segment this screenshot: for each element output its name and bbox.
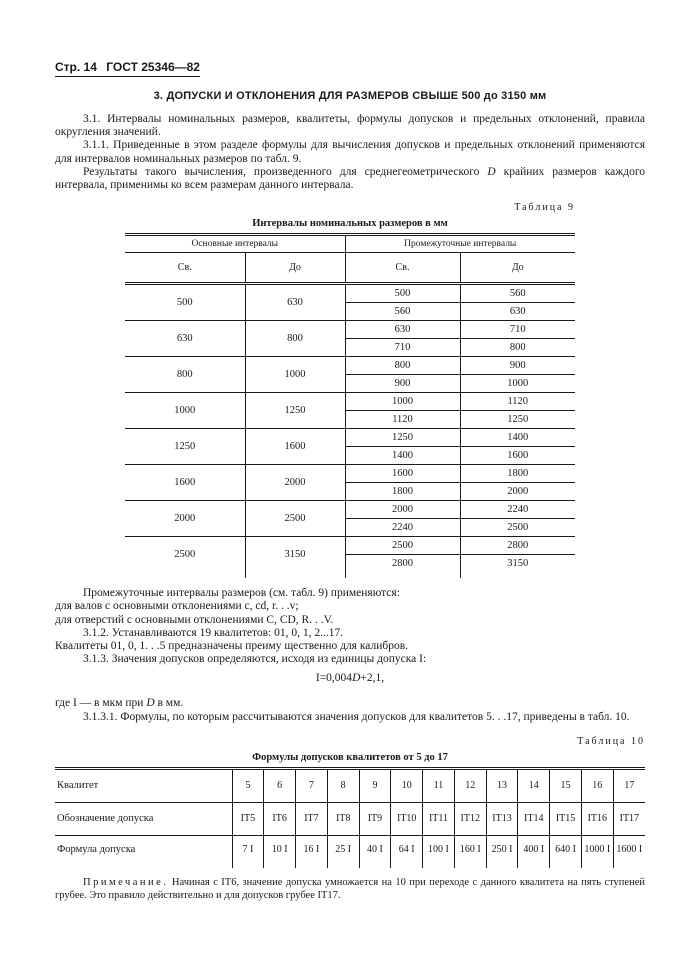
table10-value-cell: 25 I [327,835,359,863]
table10-value-cell: IT6 [264,802,296,835]
table9-main-from: 2000 [125,501,245,537]
paragraph-results [55,166,645,192]
table9-body [125,284,575,579]
table9-row [125,321,575,339]
table9-main-to: 2000 [245,465,345,501]
table10-row [55,802,645,835]
table10-rule-end [486,863,518,868]
table10-value-cell: 400 I [518,835,550,863]
table10-value-cell: IT7 [296,802,328,835]
table10-value-cell: 40 I [359,835,391,863]
paragraph-3-1-3-1: 3.1.3.1. Формулы, по которым рассчитываются значения допусков для квалитетов 5. . .17, приведены в табл. 10. [83,710,630,723]
table9-block [125,202,575,578]
table10-rule-end [264,863,296,868]
table9-sub-from: 1800 [345,483,460,501]
table9-title: Интервалы номинальных размеров в мм [252,218,448,230]
paragraph-results-text: Результаты такого вычисления, произведенного для среднегеометрического [83,165,488,178]
table9-main-to: 630 [245,284,345,321]
table10-rule-end [550,863,582,868]
table10-value-cell: IT16 [581,802,613,835]
table9-row [125,537,575,555]
table9-sub-from: 560 [345,303,460,321]
table10-value-cell: IT10 [391,802,423,835]
table9-sub-to: 3150 [507,558,529,570]
table9-sub-from: 1600 [345,465,460,483]
table9-row [125,465,575,483]
table10-value-cell: 9 [359,768,391,802]
table10-value-cell: 16 [581,768,613,802]
running-head [55,60,200,77]
table10-value-cell: 250 I [486,835,518,863]
line-holes: для отверстий с основными отклонениями C, CD, R. . .V. [55,613,334,626]
table9-row [125,393,575,411]
tolerance-unit-formula [55,672,645,684]
table9-main-to: 1250 [245,393,345,429]
table9-sub-to: 1600 [507,450,529,462]
table9-sub-from: 500 [345,284,460,303]
table10-value-cell: 1000 I [581,835,613,863]
formula-variable-D: D [352,672,361,685]
paragraph-3-1-3: 3.1.3. Значения допусков определяются, исходя из единицы допуска I: [83,653,427,666]
table9-sub-to: 2800 [460,537,575,555]
table9-subheader-row [125,253,575,284]
line-shafts: для валов с основными отклонениями c, cd, r. . .v; [55,600,299,613]
table9-main-from: 1600 [125,465,245,501]
table9-rule-end [125,572,245,578]
table9-label: Таблица 9 [514,202,575,214]
table9-main-from: 800 [125,357,245,393]
table9-sub-to: 710 [460,321,575,339]
table9-sub-to: 2000 [507,486,529,498]
table9-main-from: 500 [125,284,245,321]
table9-sub-from: 1000 [345,393,460,411]
table10-title: Формулы допусков квалитетов от 5 до 17 [252,751,448,763]
table9-group-intermediate-intervals: Промежуточные интервалы [345,235,575,253]
table9-rule-end [345,572,460,578]
table10-value-cell: 7 I [232,835,264,863]
table10-value-cell: 64 I [391,835,423,863]
table9-sub-to: 560 [460,284,575,303]
page-number-label: Стр. 14 [55,60,97,74]
table9-row [125,501,575,519]
table10-rule-end [296,863,328,868]
table9-header-to-2: До [460,253,575,284]
table9-sub-from: 900 [345,375,460,393]
table10-value-cell: 5 [232,768,264,802]
paragraph-3-1: 3.1. Интервалы номинальных размеров, квалитеты, формулы допусков и предельных отклонений, правила округления значений. [55,113,645,139]
formula-where-line [55,697,645,710]
table9-main-to: 2500 [245,501,345,537]
table10-value-cell: IT5 [232,802,264,835]
page-header [55,58,645,77]
table10-body [55,768,645,868]
table10-value-cell: 16 I [296,835,328,863]
table10-rule-end [581,863,613,868]
table10-row-label: Квалитет [55,768,232,802]
table10-row [55,835,645,863]
table9-sub-to: 1000 [507,378,529,390]
table10-value-cell: IT11 [423,802,455,835]
table9-sub-from: 1400 [345,447,460,465]
footnote [55,876,645,902]
paragraph-results-text-2: крайних размеров каждого интервала, применимы ко всем размерам данного интервала. [55,165,645,192]
table9-header-over-2: Св. [345,253,460,284]
table9-sub-to: 800 [509,342,526,354]
where-text: где I — в мкм при [55,697,147,710]
formula-text-2: +2,1, [360,672,385,685]
table9-rule-end [245,572,345,578]
table10-value-cell: IT12 [454,802,486,835]
table10-rule-end [423,863,455,868]
table10-value-cell: 10 I [264,835,296,863]
table10-value-cell: IT13 [486,802,518,835]
table10-row-label: Формула допуска [55,835,232,863]
table9-row [125,357,575,375]
table10-rule-end [518,863,550,868]
table10-value-cell: 11 [423,768,455,802]
table10-rule-end [391,863,423,868]
table10-value-cell: IT17 [613,802,645,835]
table10-value-cell: IT14 [518,802,550,835]
table10-rule-end [55,863,232,868]
table9-main-from: 1250 [125,429,245,465]
table10-rule-end [613,863,645,868]
table10-value-cell: 12 [454,768,486,802]
table10-value-cell: 640 I [550,835,582,863]
table10-value-cell: 15 [550,768,582,802]
table9-sub-from: 1250 [345,429,460,447]
table9-main-from: 2500 [125,537,245,573]
table9-main-from: 630 [125,321,245,357]
standard-number: ГОСТ 25346—82 [106,60,200,74]
footnote-text: Начиная с IT6, значение допуска умножается на 10 при переходе с данного квалитета на пять ступеней грубее. Это правило действительно и для допусков грубее IT17. [55,876,645,901]
table9-main-to: 1600 [245,429,345,465]
table10-value-cell: IT15 [550,802,582,835]
table10-rule-end [359,863,391,868]
table9-sub-from: 2240 [345,519,460,537]
paragraph-intermediate: Промежуточные интервалы размеров (см. табл. 9) применяются: [83,587,400,600]
table10-value-cell: 8 [327,768,359,802]
table9-group-header-row [125,235,575,253]
table9-header-to-1: До [245,253,345,284]
table9-sub-from: 800 [345,357,460,375]
table9-main-from: 1000 [125,393,245,429]
table10-hanging-rules-row [55,863,645,868]
table10-label: Таблица 10 [577,735,645,747]
table9-sub-to: 1400 [460,429,575,447]
table10-value-cell: 17 [613,768,645,802]
table9-sub-from: 630 [345,321,460,339]
table10-rule-end [327,863,359,868]
table9-sub-from: 2000 [345,501,460,519]
table9-hanging-rules-row [125,572,575,578]
table9-section [55,202,645,578]
line-kvalitety: Квалитеты 01, 0, 1. . .5 предназначены преиму щественно для калибров. [55,640,409,653]
table9-group-main-intervals: Основные интервалы [125,235,345,253]
formula-text: I=0,004 [315,672,353,685]
table9-sub-to: 1250 [507,414,529,426]
table10-value-cell: 14 [518,768,550,802]
table10 [55,767,645,868]
where-text-2: в мм. [154,697,184,710]
table9-main-to: 3150 [245,537,345,573]
table10-value-cell: 6 [264,768,296,802]
table10-value-cell: 10 [391,768,423,802]
table9-row [125,284,575,303]
table10-value-cell: 7 [296,768,328,802]
where-variable-D: D [146,697,155,710]
table10-rule-end [232,863,264,868]
section-title: 3. ДОПУСКИ И ОТКЛОНЕНИЯ ДЛЯ РАЗМЕРОВ СВЫШЕ 500 до 3150 мм [153,90,547,102]
table10-value-cell: 160 I [454,835,486,863]
table9-main-to: 800 [245,321,345,357]
table9-rule-end [460,572,575,578]
table9-main-to: 1000 [245,357,345,393]
variable-D: D [487,165,496,178]
table10-value-cell: 13 [486,768,518,802]
table9-sub-from: 710 [345,339,460,357]
table10-rule-end [454,863,486,868]
paragraph-3-1-1: 3.1.1. Приведенные в этом разделе формулы для вычисления допусков и предельных отклонений применяются для интервалов номинальных размеров по табл. 9. [55,139,645,165]
table10-value-cell: IT8 [327,802,359,835]
table9-sub-to: 630 [509,306,526,318]
table9-sub-from: 2500 [345,537,460,555]
table9-sub-to: 1120 [460,393,575,411]
table9-sub-to: 2240 [460,501,575,519]
table10-value-cell: 1600 I [616,843,643,855]
table10-value-cell: 100 I [423,835,455,863]
table9-row [125,429,575,447]
table9 [125,233,575,578]
footnote-label: Примечание. [83,876,169,888]
paragraph-3-1-2: 3.1.2. Устанавливаются 19 квалитетов: 01, 0, 1, 2...17. [83,626,344,639]
table9-sub-to: 2500 [507,522,529,534]
table9-sub-to: 900 [460,357,575,375]
table10-section [55,736,645,868]
table9-sub-to: 1800 [460,465,575,483]
table9-header-over-1: Св. [125,253,245,284]
table10-value-cell: IT9 [359,802,391,835]
table9-sub-from: 2800 [345,555,460,573]
table10-row [55,768,645,802]
table10-row-label: Обозначение допуска [55,802,232,835]
table9-sub-from: 1120 [345,411,460,429]
